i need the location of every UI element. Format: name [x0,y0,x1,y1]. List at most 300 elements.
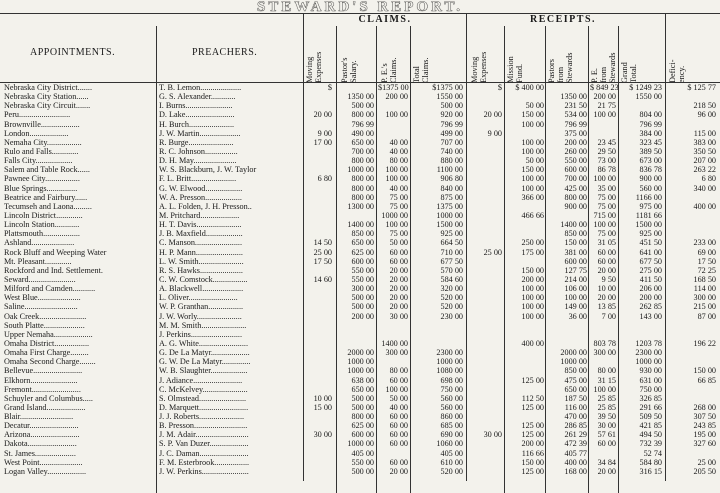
mission-fund-header: Mission Fund. [506,56,524,83]
pe-claims-cell: 60 00 [389,256,408,266]
grand-total-cell: 641 00 [639,247,662,257]
pastors-from-stewards-cell: 600 00 [564,165,587,175]
deficiency-cell: 115 00 [693,128,716,138]
pe-from-stewards-cell: 57 61 [597,430,616,440]
appointment-cell: Rockford and Ind. Settlement. [4,265,103,275]
table-row [0,147,720,156]
table-row [0,110,720,119]
pastors-from-stewards-cell: 850 00 [564,366,587,376]
table-row [0,394,720,403]
table-row [0,430,720,439]
pe-from-stewards-cell: 100 00 [593,110,616,120]
preacher-cell: G. De La Matyr................... [159,348,250,358]
grand-total-cell: 384 00 [639,128,662,138]
grand-total-cell: 673 00 [639,156,662,166]
grand-total-header: Grand Total. [620,62,638,83]
pastors-from-stewards-cell: 286 85 [564,421,587,431]
pe-from-stewards-cell: 9 50 [601,274,616,284]
preacher-cell: F. M. Esterbrook................. [159,457,250,467]
pastors-from-stewards-cell: 850 00 [564,229,587,239]
grand-total-cell: $ 1249 23 [629,83,662,92]
pastors-salary-cell: 550 00 [351,274,374,284]
moving-expenses-cell: 30 00 [313,430,332,440]
deficiency-cell: 72 25 [697,265,716,275]
total-claims-cell: 685 00 [440,421,463,431]
pe-from-stewards-cell: 25 85 [597,402,616,412]
pe-from-stewards-cell: 100 00 [593,384,616,394]
total-claims-header: Total Claims. [412,57,430,83]
pastors-salary-cell: 600 00 [351,430,374,440]
pastors-salary-cell: 850 00 [351,229,374,239]
pe-from-stewards-cell: 100 00 [593,220,616,230]
moving-expenses-cell: 15 00 [313,402,332,412]
pe-from-stewards-cell: 31 05 [597,238,616,248]
appointment-cell: Saline.......................... [4,302,78,312]
preacher-cell: G. S. Alexander............ [159,92,236,102]
total-claims-cell: 560 00 [440,402,463,412]
table-row [0,101,720,110]
total-claims-cell: 677 50 [440,256,463,266]
appointment-cell: West Blue..................... [4,293,81,303]
pastors-from-stewards-cell: 100 00 [564,293,587,303]
deficiency-cell: 307 50 [693,412,716,422]
moving-expenses-cell: 6 80 [317,174,332,184]
appointment-cell: Decatur........................ [4,421,79,431]
pastors-from-stewards-cell: 116 00 [564,402,587,412]
deficiency-cell: 300 00 [693,293,716,303]
preacher-cell: A. G. White........................ [159,338,248,348]
appointment-cell: Dakota........................ [4,439,77,449]
pe-from-stewards-cell: $ 849 23 [590,83,619,92]
pastors-salary-cell: 800 00 [351,183,374,193]
pe-claims-cell: 60 00 [389,375,408,385]
pe-claims-cell: 60 00 [389,430,408,440]
total-claims-cell: 698 00 [440,375,463,385]
table-row [0,449,720,458]
total-claims-cell: 1375 00 [436,201,463,211]
appointment-cell: Fremont........................ [4,384,81,394]
total-claims-cell: 690 00 [440,430,463,440]
appointment-cell: Milford and Camden........... [4,284,96,294]
pe-claims-cell: 60 00 [389,421,408,431]
appointments-header: APPOINTMENTS. [30,47,116,58]
grand-total-cell: 421 85 [639,421,662,431]
total-claims-cell: 520 00 [440,293,463,303]
appointment-cell: Lincoln District............. [4,210,83,220]
deficiency-cell: 66 85 [697,375,716,385]
appointment-cell: Nebraska City District....... [4,83,92,92]
deficiency-cell: 350 50 [693,146,716,156]
pastors-salary-header: Pastor's Salary. [340,57,358,83]
pe-from-stewards-cell: 715 00 [593,210,616,220]
table-row [0,156,720,165]
pastors-from-stewards-cell: 231 50 [564,101,587,111]
mission-fund-cell: 100 00 [521,137,544,147]
appointment-cell: Blue Springs............... [4,183,78,193]
pe-from-stewards-cell: 86 78 [597,165,616,175]
deficiency-cell: 205 50 [693,466,716,476]
pe-from-stewards-cell: 100 00 [593,174,616,184]
appointment-cell: Grand Island................... [4,402,86,412]
pastors-from-stewards-cell: 800 00 [564,192,587,202]
pastors-from-stewards-cell: 149 00 [564,302,587,312]
pastors-from-stewards-cell: 187 50 [564,393,587,403]
mission-fund-cell: 100 00 [521,302,544,312]
table-row [0,184,720,193]
deficiency-cell: 96 00 [697,110,716,120]
total-claims-cell: 796 99 [440,119,463,129]
pe-claims-cell: 100 00 [385,110,408,120]
appointment-cell: Brownville................... [4,119,80,129]
pastors-salary-cell: 1000 00 [347,439,374,449]
table-row [0,174,720,183]
pe-claims-cell: 100 00 [385,220,408,230]
pastors-salary-cell: 2000 00 [347,348,374,358]
pe-claims-cell: 80 00 [389,156,408,166]
appointment-cell: Elkhorn....................... [4,375,78,385]
pastors-salary-cell: 625 00 [351,421,374,431]
pe-claims-header: P. E.'s Claims. [380,57,398,83]
pe-from-stewards-cell: 60 00 [597,439,616,449]
pastors-salary-cell: 796 99 [351,119,374,129]
table-row [0,366,720,375]
pastors-salary-cell: 200 00 [351,311,374,321]
total-claims-cell: 1080 00 [436,366,463,376]
preacher-cell: W. S. Blackburn, J. W. Taylor [159,165,257,175]
pastors-from-stewards-cell: 470 00 [564,412,587,422]
pe-claims-cell: 20 00 [389,293,408,303]
grand-total-cell: 509 50 [639,412,662,422]
pastors-salary-cell: 638 00 [351,375,374,385]
table-row [0,266,720,275]
grand-total-cell: 316 15 [639,466,662,476]
grand-total-cell: 143 00 [639,311,662,321]
total-claims-cell: 320 00 [440,284,463,294]
deficiency-cell: 263 22 [693,165,716,175]
deficiency-cell: 195 00 [693,430,716,440]
pe-claims-cell: 60 00 [389,457,408,467]
pastors-salary-cell: 490 00 [351,128,374,138]
pastors-from-stewards-cell: 150 00 [564,238,587,248]
preacher-cell: H. P. Mann....................... [159,247,243,257]
mission-fund-cell: 100 00 [521,284,544,294]
mission-fund-cell: 50 00 [525,156,544,166]
pastors-from-stewards-cell: 796 99 [564,119,587,129]
preacher-cell: S. Olmstead....................... [159,393,247,403]
pastors-salary-cell: 600 00 [351,256,374,266]
preacher-cell: W. B. Slaughter.................. [159,366,248,376]
receipts-moving-expenses-header: Moving Expenses [470,51,488,83]
appointment-cell: Rock Bluff and Weeping Water [4,247,107,257]
pastors-from-stewards-cell: 200 00 [564,137,587,147]
preacher-cell: J. W. Worly...................... [159,311,242,321]
pastors-salary-cell: 500 00 [351,402,374,412]
pastors-salary-cell: 650 00 [351,137,374,147]
grand-total-cell: 411 50 [639,274,662,284]
mission-fund-cell: 150 00 [521,457,544,467]
pastors-from-stewards-cell: 1350 00 [560,92,587,102]
pe-claims-cell: 80 00 [389,366,408,376]
deficiency-cell: 87 00 [697,311,716,321]
preachers-header: PREACHERS. [192,47,258,58]
pastors-from-stewards-cell: 425 00 [564,183,587,193]
total-claims-cell: 925 00 [440,229,463,239]
appointment-cell: West Point..................... [4,457,83,467]
pe-from-stewards-cell: 75 00 [597,192,616,202]
table-row [0,458,720,467]
pe-from-stewards-cell: 39 50 [597,412,616,422]
pe-claims-cell: 300 00 [385,348,408,358]
table-row [0,238,720,247]
pe-from-stewards-cell: 75 00 [597,229,616,239]
pe-from-stewards-cell: 13 85 [597,302,616,312]
mission-fund-cell: 200 00 [521,439,544,449]
mission-fund-cell: 400 00 [521,338,544,348]
total-claims-cell: 520 00 [440,302,463,312]
receipts-moving-cell: 25 00 [483,247,502,257]
preacher-cell: B. Presson.......................... [159,421,248,431]
moving-expenses-header: Moving Expenses [305,51,323,83]
pe-from-stewards-cell: 35 00 [597,183,616,193]
deficiency-cell: 6 80 [701,174,716,184]
grand-total-cell: 291 66 [639,402,662,412]
appointment-cell: Seward....................... [4,274,76,284]
pastors-from-stewards-cell: 472 39 [564,439,587,449]
pastors-from-stewards-cell: 1400 00 [560,220,587,230]
preacher-cell: J. W. Perkins....................... [159,466,249,476]
table-row [0,257,720,266]
moving-expenses-cell: 25 00 [313,247,332,257]
grand-total-cell: 804 00 [639,110,662,120]
pastors-salary-cell: 1000 00 [347,165,374,175]
grand-total-cell: 836 78 [639,165,662,175]
pe-claims-cell: 100 00 [385,384,408,394]
preacher-cell: S. P. Van Duzer................... [159,439,249,449]
table-row [0,165,720,174]
report-table-body [0,83,720,476]
pastors-from-stewards-cell: 700 00 [564,174,587,184]
mission-fund-cell: 100 00 [521,119,544,129]
total-claims-cell: 2300 00 [436,348,463,358]
receipts-moving-cell: $ [497,83,502,92]
mission-fund-cell: 150 00 [521,165,544,175]
table-row [0,357,720,366]
appointment-cell: Ashland..................... [4,238,75,248]
pe-claims-cell: 40 00 [389,137,408,147]
moving-expenses-cell: $ [327,83,332,92]
mission-fund-cell: 100 00 [521,293,544,303]
pastors-salary-cell: 800 00 [351,412,374,422]
moving-expenses-cell: 9 00 [317,128,332,138]
deficiency-cell: 268 00 [693,402,716,412]
pe-from-stewards-cell: 200 00 [593,92,616,102]
preacher-cell: T. B. Lemon.................... [159,83,242,92]
mission-fund-cell: 116 66 [521,448,544,458]
appointment-cell: Oak Creek....................... [4,311,87,321]
deficiency-cell: 327 60 [693,439,716,449]
total-claims-cell: 610 00 [440,457,463,467]
grand-total-cell: 1500 00 [635,220,662,230]
moving-expenses-cell: 17 00 [313,137,332,147]
grand-total-cell: 1166 00 [635,192,662,202]
pastors-from-stewards-cell: 650 00 [564,384,587,394]
deficiency-cell: 114 00 [693,284,716,294]
pastors-salary-cell: 1350 00 [347,92,374,102]
pastors-from-stewards-cell: 400 00 [564,457,587,467]
grand-total-cell: 1000 00 [635,357,662,367]
pe-from-stewards-header: P. E. from Stewards [590,52,617,83]
mission-fund-cell: 175 00 [521,247,544,257]
grand-total-cell: 975 00 [639,201,662,211]
pe-claims-cell: 1400 00 [381,338,408,348]
total-claims-cell: 880 00 [440,156,463,166]
pe-from-stewards-cell: 60 00 [597,256,616,266]
preacher-cell: C. W. Comstock................. [159,274,248,284]
deficiency-cell: 218 50 [693,101,716,111]
grand-total-cell: 451 50 [639,238,662,248]
preacher-cell: R. S. Hawks..................... [159,265,243,275]
mission-fund-cell: 466 66 [521,210,544,220]
deficiency-cell: 150 00 [693,366,716,376]
pastors-salary-cell: 550 00 [351,457,374,467]
preacher-cell: J. Perkins......................... [159,329,243,339]
table-row [0,211,720,220]
pe-claims-cell: 100 00 [385,165,408,175]
total-claims-cell: 500 00 [440,101,463,111]
pe-from-stewards-cell: 23 45 [597,137,616,147]
grand-total-cell: 206 00 [639,284,662,294]
pe-claims-cell: 40 00 [389,402,408,412]
deficiency-cell: 207 00 [693,156,716,166]
preacher-cell: J. W. Martin.................... [159,128,241,138]
table-row [0,193,720,202]
receipts-group-header: RECEIPTS. [529,14,596,25]
pe-claims-cell: 20 00 [389,265,408,275]
pastors-from-stewards-cell: 375 00 [564,128,587,138]
appointment-cell: St. James.................... [4,448,76,458]
preacher-cell: A. Blackwell.................... [159,284,244,294]
pe-claims-cell: 60 00 [389,412,408,422]
pe-claims-cell: 1000 00 [381,210,408,220]
grand-total-cell: 796 99 [639,119,662,129]
moving-expenses-cell: 10 00 [313,393,332,403]
report-title-text: STEWARD'S REPORT. [256,0,464,15]
pe-claims-cell: 75 00 [389,192,408,202]
pe-claims-cell: 60 00 [389,247,408,257]
appointment-cell: Upper Nemaha................... [4,329,93,339]
total-claims-cell: 740 00 [440,146,463,156]
deficiency-cell: 340 00 [693,183,716,193]
grand-total-cell: 677 50 [639,256,662,266]
pe-claims-cell: 50 00 [389,393,408,403]
total-claims-cell: 875 00 [440,192,463,202]
pe-claims-cell: 30 00 [389,311,408,321]
pe-claims-cell: 40 00 [389,146,408,156]
appointment-cell: Tecumseh and Laona......... [4,201,92,211]
pastors-salary-cell: 500 00 [351,393,374,403]
grand-total-cell: 200 00 [639,293,662,303]
pastors-salary-cell: 800 00 [351,174,374,184]
table-row [0,83,720,92]
table-row [0,92,720,101]
pastors-from-stewards-cell: 214 00 [564,274,587,284]
deficiency-cell: 168 50 [693,274,716,284]
grand-total-cell: 323 45 [639,137,662,147]
pastors-from-stewards-cell: 534 00 [564,110,587,120]
pe-from-stewards-cell: 20 00 [597,293,616,303]
preacher-cell: D. Lake........................ [159,110,235,120]
preacher-cell: C. McKelvey...................... [159,384,248,394]
preacher-cell: J. J. Roberts...................... [159,412,245,422]
report-title [0,0,720,14]
preacher-cell: I. Burns....................... [159,101,233,111]
grand-total-cell: 1181 66 [635,210,662,220]
receipts-moving-cell: 9 00 [487,128,502,138]
pastors-from-stewards-header: Pastors from Stewards [547,52,574,83]
table-row [0,284,720,293]
total-claims-cell: 1060 00 [436,439,463,449]
deficiency-cell: 196 22 [693,338,716,348]
preacher-cell: W. P. Granthan................. [159,302,244,312]
pastors-salary-cell: 800 00 [351,110,374,120]
pastors-salary-cell: 500 00 [351,466,374,476]
pastors-salary-cell: 500 00 [351,101,374,111]
grand-total-cell: 900 00 [639,174,662,184]
table-row [0,412,720,421]
total-claims-cell: 570 00 [440,265,463,275]
grand-total-cell: 750 00 [639,384,662,394]
pe-from-stewards-cell: 73 00 [597,156,616,166]
grand-total-cell: 52 74 [643,448,662,458]
pe-from-stewards-cell: 80 00 [597,366,616,376]
total-claims-cell: 860 00 [440,412,463,422]
appointment-cell: Nemaha City................. [4,137,82,147]
grand-total-cell: 275 00 [639,265,662,275]
preacher-cell: W. A. Presson.................. [159,192,242,202]
appointment-cell: Beatrice and Fairbury...... [4,192,88,202]
pe-from-stewards-cell: 29 50 [597,146,616,156]
pe-claims-cell: 200 00 [385,92,408,102]
grand-total-cell: 1550 00 [635,92,662,102]
pastors-salary-cell: 500 00 [351,293,374,303]
table-row [0,321,720,330]
table-row [0,202,720,211]
mission-fund-cell: 150 00 [521,265,544,275]
grand-total-cell: 560 00 [639,183,662,193]
grand-total-cell: 631 00 [639,375,662,385]
pe-claims-cell: 20 00 [389,302,408,312]
total-claims-cell: 920 00 [440,110,463,120]
table-row [0,120,720,129]
pe-claims-cell: 75 00 [389,229,408,239]
mission-fund-cell: 100 00 [521,146,544,156]
pastors-salary-cell: 405 00 [351,448,374,458]
preacher-cell: D. H. May..................... [159,156,237,166]
table-row [0,138,720,147]
deficiency-cell: $ 125 77 [687,83,716,92]
appointment-cell: Nebraska City Station...... [4,92,89,102]
pe-claims-cell: 40 00 [389,183,408,193]
pe-from-stewards-cell: 34 84 [597,457,616,467]
grand-total-cell: 1203 78 [635,338,662,348]
table-row [0,229,720,238]
appointment-cell: Salem and Table Rock...... [4,165,90,175]
preacher-cell: J. M. Adair.......................... [159,430,249,440]
preacher-cell: F. L. Britt...................... [159,174,237,184]
total-claims-cell: 230 00 [440,311,463,321]
table-row [0,348,720,357]
deficiency-cell: 233 00 [693,238,716,248]
